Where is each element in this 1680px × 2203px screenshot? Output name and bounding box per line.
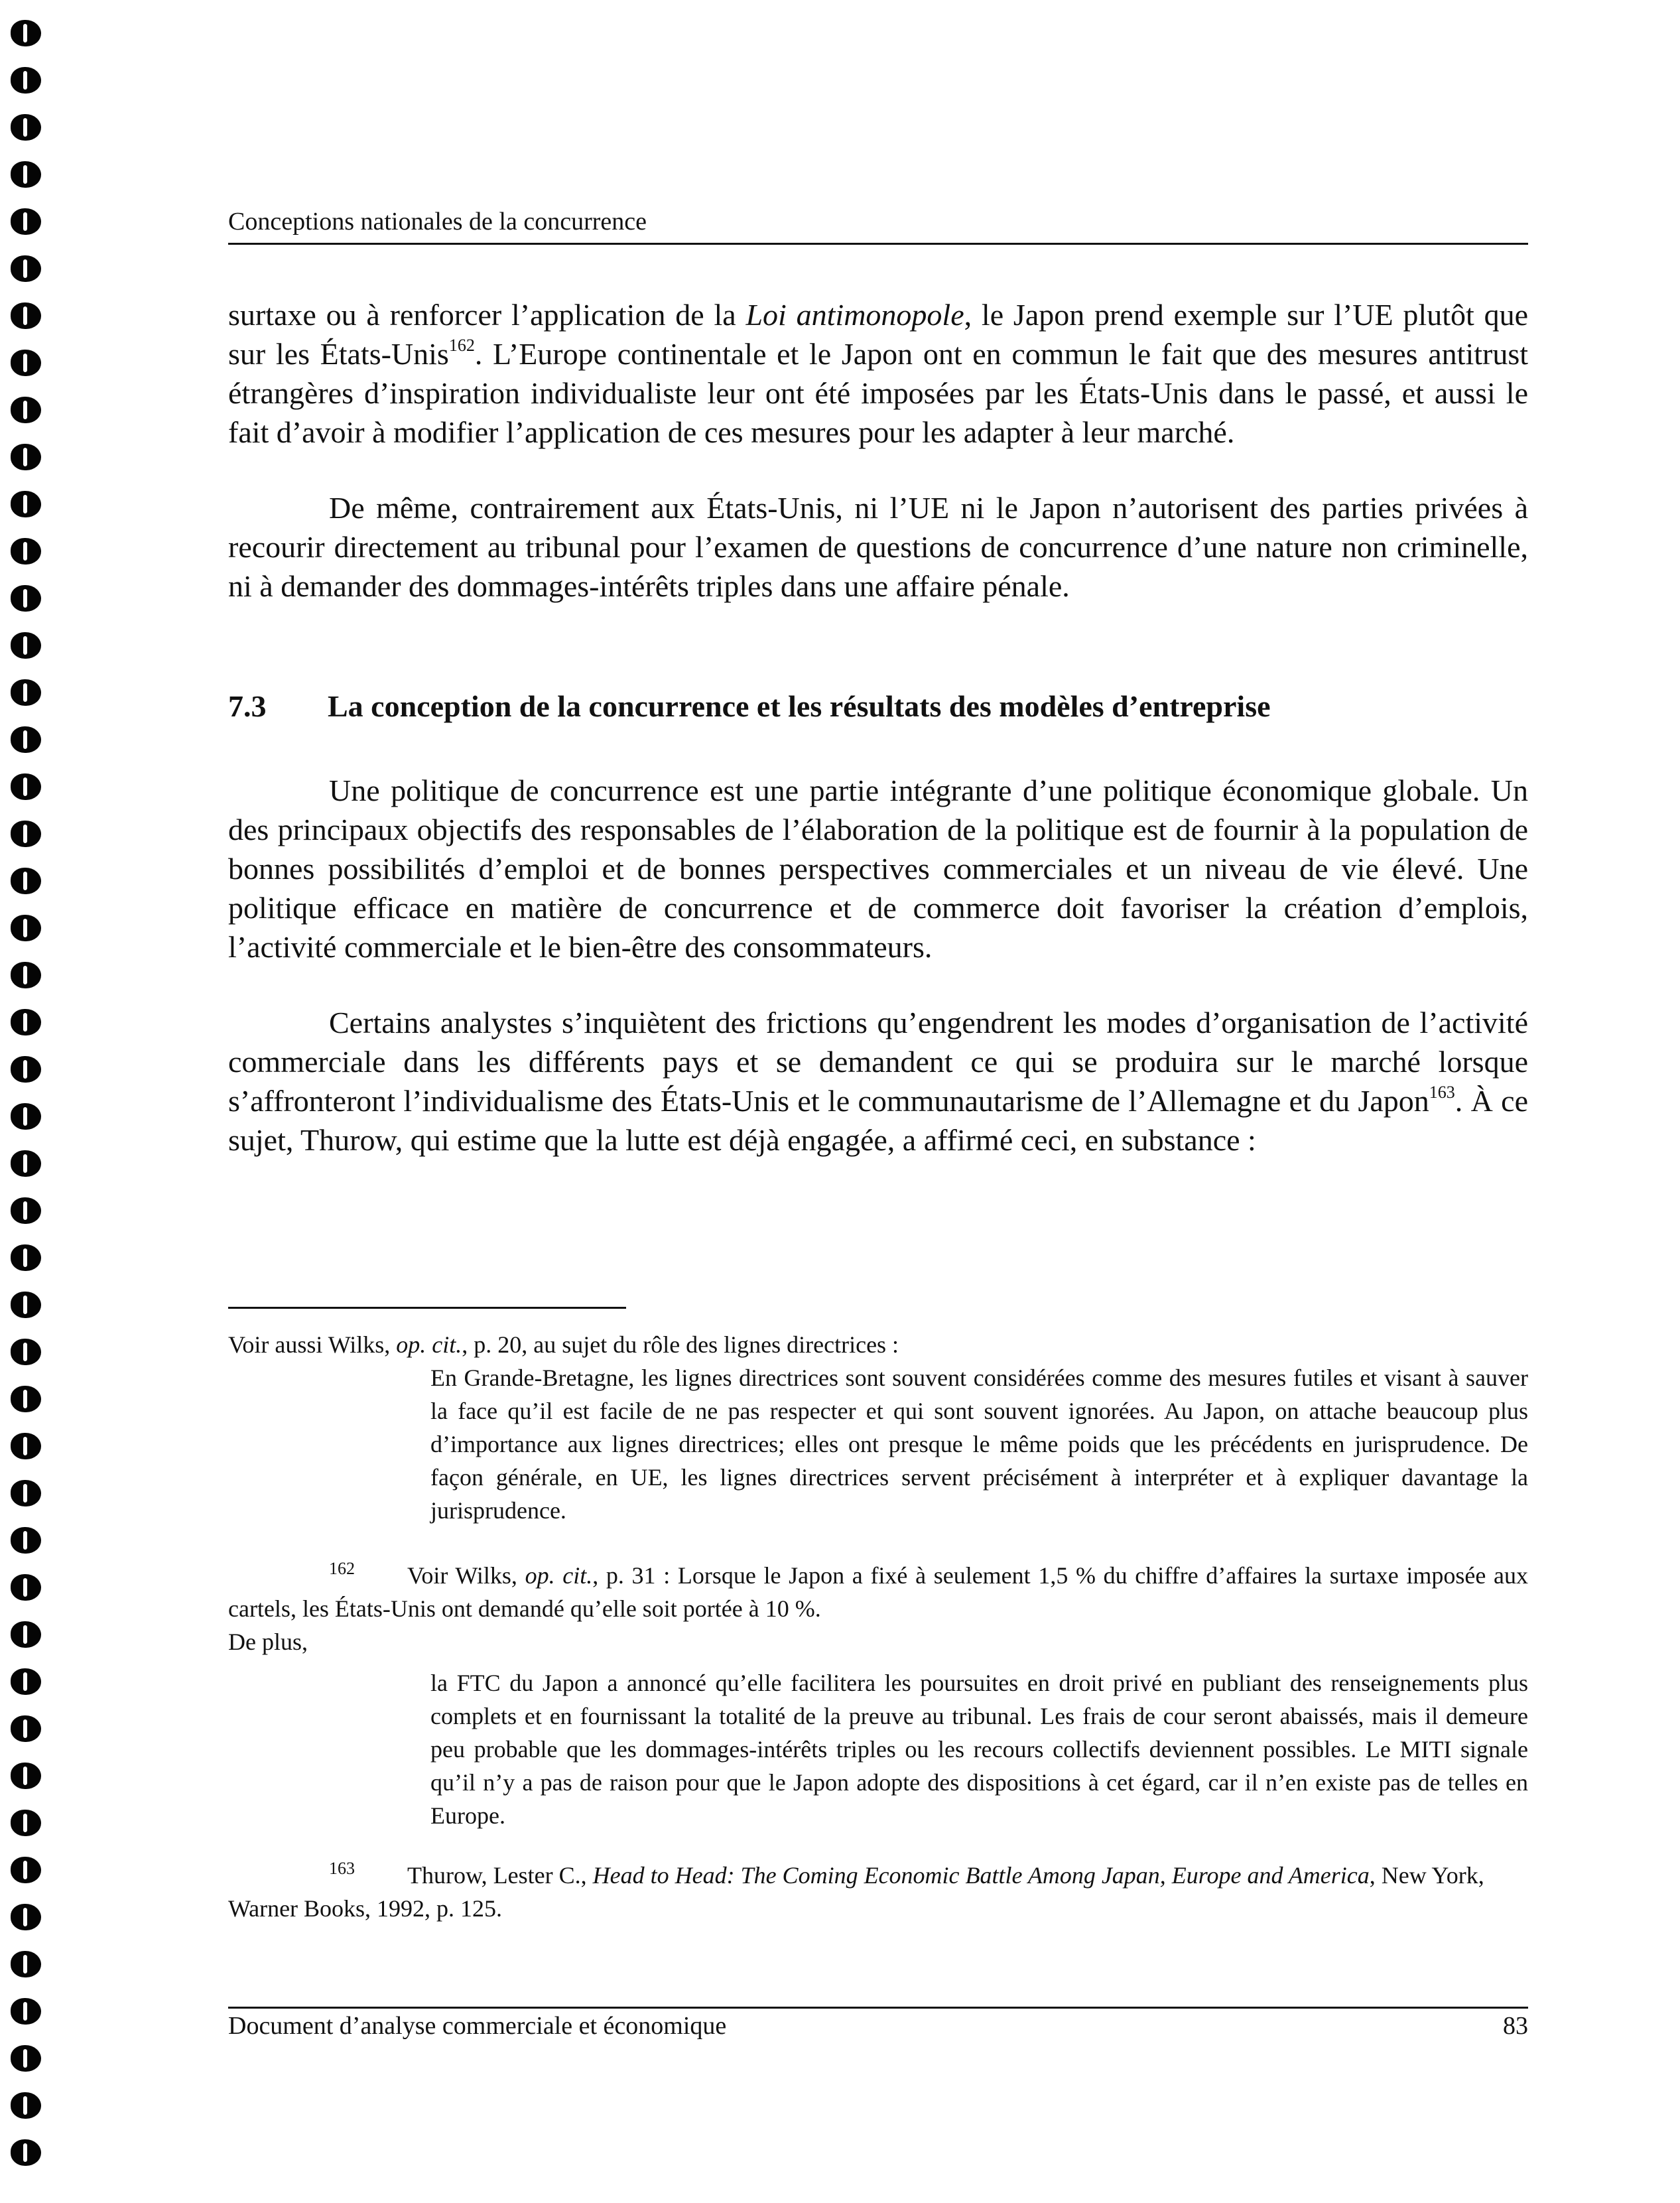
page-number: 83: [1503, 2012, 1528, 2040]
binding-hole: [11, 1810, 41, 1836]
body-text-section: [228, 771, 1528, 1160]
binding-hole: [11, 67, 41, 94]
section-title: La conception de la concurrence et les résultats des modèles d’entreprise: [328, 689, 1271, 723]
footnote-text: , p. 20, au sujet du rôle des lignes directrices :: [462, 1331, 899, 1358]
footnote-text: Thurow, Lester C.,: [407, 1862, 593, 1889]
binding-hole: [11, 679, 41, 706]
binding-hole: [11, 302, 41, 329]
footnote-162: 162 Voir Wilks, op. cit., p. 31 : Lorsque le Japon a fixé à seulement 1,5 % du chiffre d’affaires la surtaxe imposée aux cartels, les États-Unis ont demandé qu’elle soit portée à 10 %.: [228, 1559, 1529, 1622]
footnote-citation: op. cit.: [396, 1331, 462, 1358]
footnote-ref-162: 162: [448, 336, 475, 355]
binding-hole: [11, 632, 41, 659]
binding-hole: [11, 726, 41, 753]
footnote-continuation: [228, 1328, 1528, 1361]
binding-holes: [11, 0, 44, 2203]
binding-hole: [11, 1857, 41, 1883]
binding-hole: [11, 1386, 41, 1412]
binding-hole: [11, 1056, 41, 1083]
running-header: [228, 199, 1528, 245]
binding-hole: [11, 2139, 41, 2166]
footnote-separator: [228, 1307, 626, 1309]
binding-hole: [11, 1904, 41, 1930]
binding-hole: [11, 2045, 41, 2072]
binding-hole: [11, 962, 41, 988]
binding-hole: [11, 1244, 41, 1271]
paragraph-1-text: , le Japon prend exemple sur l’UE plutôt que sur les États-Unis: [228, 298, 1528, 371]
binding-hole: [11, 1763, 41, 1789]
footnote-citation: op. cit.: [525, 1562, 593, 1589]
footnote-163: 163 Thurow, Lester C., Head to Head: The Coming Economic Battle Among Japan, Europe and America, New York, Warner Books, 1992, p. 125.: [228, 1859, 1484, 1922]
binding-hole: [11, 1480, 41, 1506]
footnote-ref-163: 163: [1429, 1083, 1455, 1102]
paragraph-4: [228, 1003, 1528, 1160]
binding-hole: [11, 1103, 41, 1130]
footnote-text: Voir aussi Wilks,: [228, 1331, 397, 1358]
paragraph-4-text: Certains analystes s’inquiètent des frictions qu’engendrent les modes d’organisation de l’activité commerciale dans les différents pays et se demandent ce qui se produira sur le marché lorsque s’affronteront l’individualisme des États-Unis et le communautarisme de l’Allemagne et du Japon: [228, 1006, 1528, 1118]
footnote-text: , p. 31 : Lorsque le Japon a fixé à seulement 1,5 % du chiffre d’affaires la surtaxe imposée aux cartels, les États-Unis ont demandé qu’elle soit portée à 10 %.: [228, 1562, 1529, 1622]
paragraph-1: [228, 295, 1528, 452]
section-number: 7.3: [228, 689, 267, 723]
paragraph-4-text: . À ce sujet, Thurow, qui estime que la lutte est déjà engagée, a affirmé ceci, en substance :: [228, 1084, 1528, 1157]
binding-hole: [11, 1951, 41, 1977]
paragraph-1-text: . L’Europe continentale et le Japon ont en commun le fait que des mesures antitrust étrangères d’inspiration individualiste leur ont été imposées par les États-Unis dans le passé, et aussi le fait d’avoir à modifier l’application de ces mesures pour les adapter à leur marché.: [228, 337, 1528, 449]
footnote-quote: En Grande-Bretagne, les lignes directrices sont souvent considérées comme des mesures futiles et visant à sauver la face qu’il est facile de ne pas respecter et qui sont souvent ignorées. Au Japon, on attache beaucoup plus d’importance aux lignes directrices; elles ont presque le même poids que les précédents en jurisprudence. De façon générale, en UE, les lignes directrices servent précisément à interpréter et à expliquer davantage la jurisprudence.: [430, 1365, 1528, 1524]
binding-hole: [11, 1715, 41, 1742]
binding-hole: [11, 1433, 41, 1459]
binding-hole: [11, 1339, 41, 1365]
section-heading: [228, 689, 1528, 724]
binding-hole: [11, 1574, 41, 1601]
binding-hole: [11, 444, 41, 470]
binding-hole: [11, 585, 41, 612]
footnote-quote: la FTC du Japon a annoncé qu’elle facilitera les poursuites en droit privé en publiant des renseignements plus complets et en fournissant la totalité de la preuve au tribunal. Les frais de cour seront abaissés, mais il demeure peu probable que les dommages-intérêts triples ou les recours collectifs deviennent possibles. Le MITI signale qu’il n’y a pas de raison pour que le Japon adopte des dispositions à cet égard, car il n’en existe pas de telles en Europe.: [430, 1670, 1528, 1829]
binding-hole: [11, 114, 41, 141]
running-header-title: Conceptions nationales de la concurrence: [228, 208, 647, 235]
binding-hole: [11, 1527, 41, 1554]
binding-hole: [11, 821, 41, 847]
binding-hole: [11, 491, 41, 517]
footer-title: Document d’analyse commerciale et économique: [228, 2012, 727, 2040]
binding-hole: [11, 161, 41, 188]
binding-hole: [11, 868, 41, 894]
footnotes: [228, 1328, 1528, 1925]
book-title: Head to Head: The Coming Economic Battle Among Japan, Europe and America: [592, 1862, 1370, 1889]
binding-hole: [11, 208, 41, 235]
binding-hole: [11, 1668, 41, 1695]
footnote-text: Voir Wilks,: [407, 1562, 525, 1589]
footnote-text: , New York, Warner Books, 1992, p. 125.: [228, 1862, 1484, 1922]
paragraph-1-text: surtaxe ou à renforcer l’application de la: [228, 298, 746, 332]
binding-hole: [11, 20, 41, 46]
binding-hole: [11, 255, 41, 282]
body-text: [228, 295, 1528, 606]
binding-hole: [11, 1197, 41, 1224]
binding-hole: [11, 1292, 41, 1318]
binding-hole: [11, 350, 41, 376]
law-title: Loi antimonopole: [745, 298, 964, 332]
binding-hole: [11, 1009, 41, 1035]
paragraph-3: Une politique de concurrence est une partie intégrante d’une politique économique globale. Un des principaux objectifs des responsables de l’élaboration de la politique est de fournir à la population de bonnes possibilités d’emploi et de bonnes perspectives commerciales et un niveau de vie élevé. Une politique efficace en matière de concurrence et de commerce doit favoriser la création d’emplois, l’activité commerciale et le bien-être des consommateurs.: [228, 773, 1528, 964]
binding-hole: [11, 2092, 41, 2119]
paragraph-2: De même, contrairement aux États-Unis, ni l’UE ni le Japon n’autorisent des parties privées à recourir directement au tribunal pour l’examen de questions de concurrence d’une nature non criminelle, ni à demander des dommages-intérêts triples dans une affaire pénale.: [228, 491, 1528, 603]
binding-hole: [11, 773, 41, 800]
binding-hole: [11, 538, 41, 565]
footnote-deplus: De plus,: [228, 1629, 308, 1655]
binding-hole: [11, 397, 41, 423]
binding-hole: [11, 1150, 41, 1177]
binding-hole: [11, 1998, 41, 2025]
running-footer: [228, 2007, 1528, 2043]
binding-hole: [11, 1621, 41, 1648]
binding-hole: [11, 915, 41, 941]
